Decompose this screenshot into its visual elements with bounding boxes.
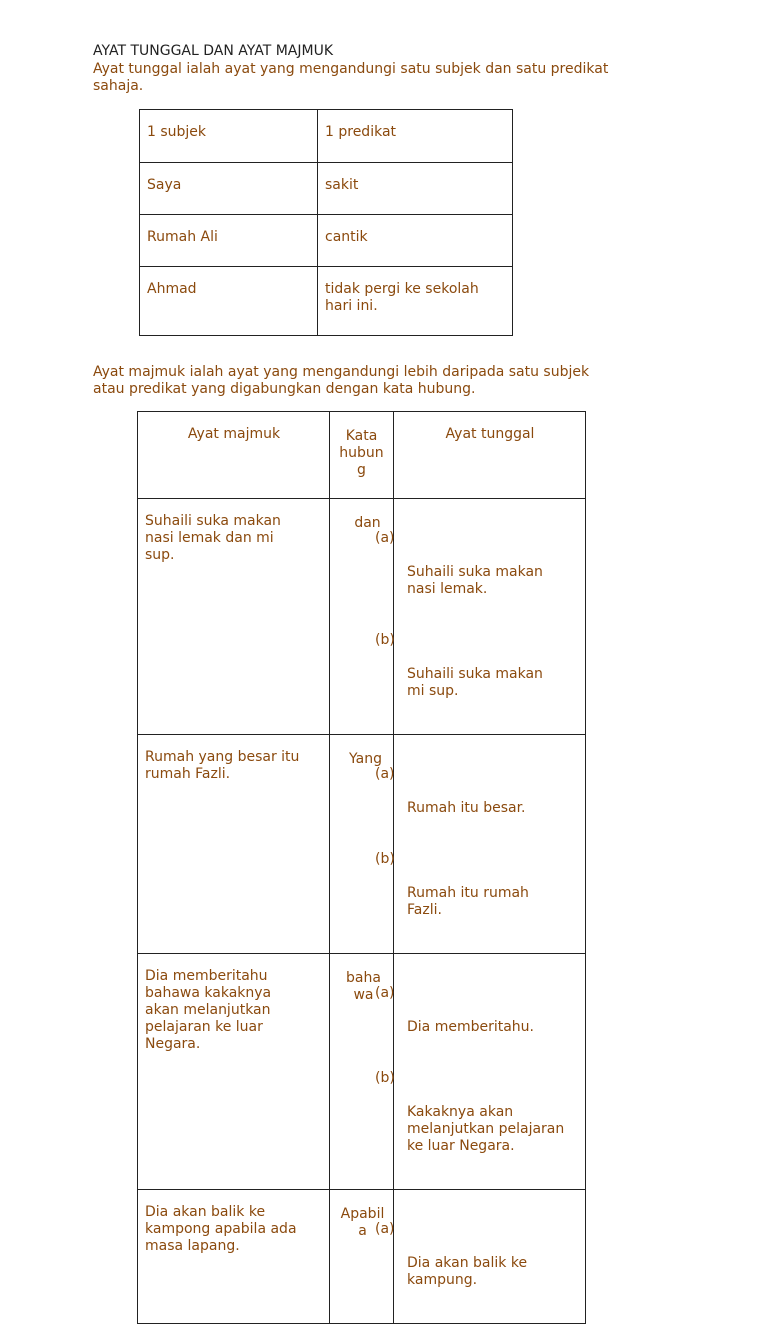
majmuk-sentence: Dia memberitahu bahawa kakaknya akan melanjutkan pelajaran ke luar Negara. <box>145 968 272 1052</box>
table-row <box>138 954 586 1190</box>
table-row <box>140 267 513 336</box>
tunggal-sentence: Rumah itu rumah Fazli. <box>407 885 529 918</box>
kata-hubung: Apabil a <box>340 1206 385 1239</box>
majmuk-sentence: Dia akan balik ke kampong apabila ada masa lapang. <box>145 1204 297 1254</box>
table-row <box>138 499 586 735</box>
kata-hubung: dan <box>354 515 381 531</box>
tunggal-list <box>375 1190 585 1323</box>
kata-hubung: baha wa <box>346 970 381 1003</box>
list-marker: (a) <box>375 1221 395 1237</box>
table-row <box>138 1190 586 1324</box>
list-item <box>375 766 579 817</box>
majmuk-table <box>137 411 586 1324</box>
table-cell: sakit <box>325 177 359 193</box>
table-cell: tidak pergi ke sekolah hari ini. <box>325 281 479 314</box>
list-marker: (b) <box>375 1070 395 1086</box>
table-row <box>140 110 513 163</box>
page-title: AYAT TUNGGAL DAN AYAT MAJMUK <box>93 43 334 59</box>
list-marker: (a) <box>375 530 395 546</box>
tunggal-sentence: Dia memberitahu. <box>407 1019 534 1035</box>
list-item <box>375 985 579 1036</box>
table-row <box>140 163 513 215</box>
table-row <box>140 215 513 267</box>
list-marker: (a) <box>375 766 395 782</box>
tunggal-sentence: Suhaili suka makan nasi lemak. <box>407 564 543 597</box>
tunggal-list <box>375 954 585 1189</box>
list-marker: (b) <box>375 632 395 648</box>
table-cell: Ahmad <box>147 281 197 297</box>
majmuk-definition: Ayat majmuk ialah ayat yang mengandungi lebih daripada satu subjek atau predikat yang digabungkan dengan kata hubung. <box>93 364 590 397</box>
list-item <box>375 530 579 598</box>
majmuk-sentence: Rumah yang besar itu rumah Fazli. <box>145 749 300 782</box>
list-marker: (a) <box>375 985 395 1001</box>
kata-hubung: Yang <box>349 751 382 767</box>
column-header: Ayat majmuk <box>187 426 281 442</box>
tunggal-definition: Ayat tunggal ialah ayat yang mengandungi satu subjek dan satu predikat sahaja. <box>93 61 609 94</box>
tunggal-sentence: Kakaknya akan melanjutkan pelajaran ke luar Negara. <box>407 1104 565 1154</box>
column-header: Ayat tunggal <box>445 426 535 442</box>
tunggal-sentence: Rumah itu besar. <box>407 800 526 816</box>
table-row <box>138 735 586 954</box>
table-cell: Saya <box>147 177 182 193</box>
tunggal-list <box>375 499 585 734</box>
table-header-row <box>138 412 586 499</box>
list-item <box>375 1221 579 1289</box>
list-item <box>375 1070 579 1155</box>
list-marker: (b) <box>375 851 395 867</box>
table-cell: 1 predikat <box>325 124 397 140</box>
list-item <box>375 851 579 919</box>
tunggal-sentence: Dia akan balik ke kampung. <box>407 1255 528 1288</box>
majmuk-sentence: Suhaili suka makan nasi lemak dan mi sup. <box>145 513 281 563</box>
table-cell: 1 subjek <box>147 124 207 140</box>
table-cell: cantik <box>325 229 368 245</box>
column-header: Kata hubun g <box>339 428 384 478</box>
table-cell: Rumah Ali <box>147 229 218 245</box>
tunggal-sentence: Suhaili suka makan mi sup. <box>407 666 543 699</box>
tunggal-table <box>139 109 513 336</box>
list-item <box>375 632 579 700</box>
tunggal-list <box>375 735 585 953</box>
